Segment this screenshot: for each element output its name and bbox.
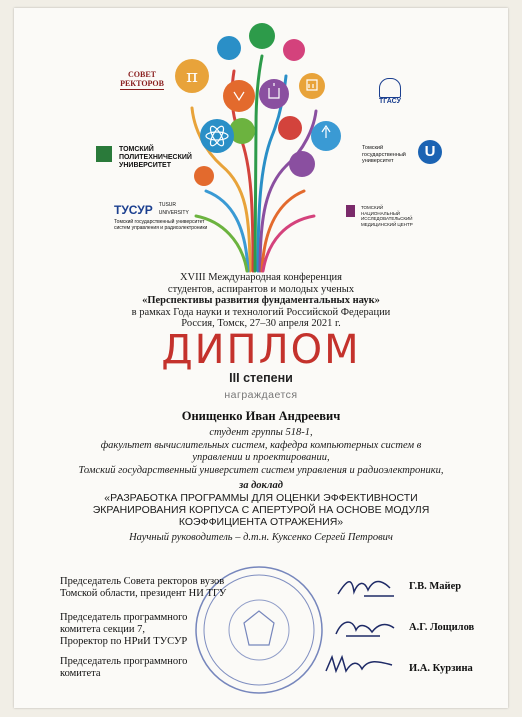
tgasu-emblem-icon [379,78,401,98]
recipient-faculty: факультет вычислительных систем, кафедра компьютерных систем в [100,439,422,451]
signer-name-1: Г.В. Майер [409,581,462,592]
conference-info [14,272,508,330]
conference-line-1: XVIII Международная конференция [179,272,343,283]
tgu-logo: Томский государственный университет U [362,140,442,165]
council-of-rectors-logo: СОВЕТ РЕКТОРОВ [120,70,164,88]
supervisor: Научный руководитель – д.т.н. Куксенко Сергей Петрович [129,532,393,543]
tpu-logo: ТОМСКИЙ ПОЛИТЕХНИЧЕСКИЙ УНИВЕРСИТЕТ [96,146,189,172]
conference-date: Россия, Томск, 27–30 апреля 2021 г. [181,318,341,329]
conference-title: «Перспективы развития фундаментальных наук» [142,295,380,306]
tpu-emblem-icon [96,146,112,162]
recipient-university: Томский государственный университет систем управления и радиоэлектроники, [78,464,444,476]
nimc-logo: ТОМСКИЙ НАЦИОНАЛЬНЫЙ ИССЛЕДОВАТЕЛЬСКИЙ МЕДИЦИНСКИЙ ЦЕНТР [346,205,419,231]
report-title-line-2: ЭКРАНИРОВАНИЯ КОРПУСА С АПЕРТУРОЙ НА ОСНОВЕ МОДУЛЯ [92,504,430,516]
conference-line-4: в рамках Года науки и технологий Российской Федерации [131,306,391,318]
signature-3 [322,653,398,677]
signer-name-2: А.Г. Лощилов [409,622,475,633]
svg-text:π: π [186,66,198,87]
diploma-degree: III степени [229,371,293,385]
tgu-emblem-icon: U [418,140,442,164]
report-title-line-1: «РАЗРАБОТКА ПРОГРАММЫ ДЛЯ ОЦЕНКИ ЭФФЕКТИВНОСТИ [104,492,418,504]
eagle-emblem-icon [244,611,274,645]
recipient-department: управлении и проектировании, [192,452,330,463]
signer-name-3: И.А. Курзина [409,663,473,674]
recipient-group: студент группы 518-1, [209,427,313,438]
nimc-emblem-icon [346,205,355,217]
report-title-line-3: КОЭФФИЦИЕНТА ОТРАЖЕНИЯ» [178,516,344,528]
report-title [14,492,508,528]
awarded-label: награждается [224,389,298,401]
signature-block-2: Председатель программного комитета секции 7, Проректор по НРиИ ТУСУР [60,612,188,647]
report-label: за доклад [239,480,283,491]
tusur-logo: ТУСУР TUSUR UNIVERSITY Томский государственный университет систем управления и радиоэлектроники [114,202,208,231]
signature-1 [334,574,404,600]
signature-block-3: Председатель программного комитета [60,656,188,679]
signature-block-1: Председатель Совета ректоров вузов Томской области, президент НИ ТГУ [60,576,227,599]
tgasu-logo: ТГАСУ [370,78,410,105]
signature-2 [332,612,402,640]
diploma-title: ДИПЛОМ [161,327,361,373]
recipient-name: Онищенко Иван Андреевич [181,409,341,423]
conference-line-2: студентов, аспирантов и молодых ученых [167,283,355,295]
recipient-details [14,427,508,477]
diploma-sheet [14,8,508,708]
